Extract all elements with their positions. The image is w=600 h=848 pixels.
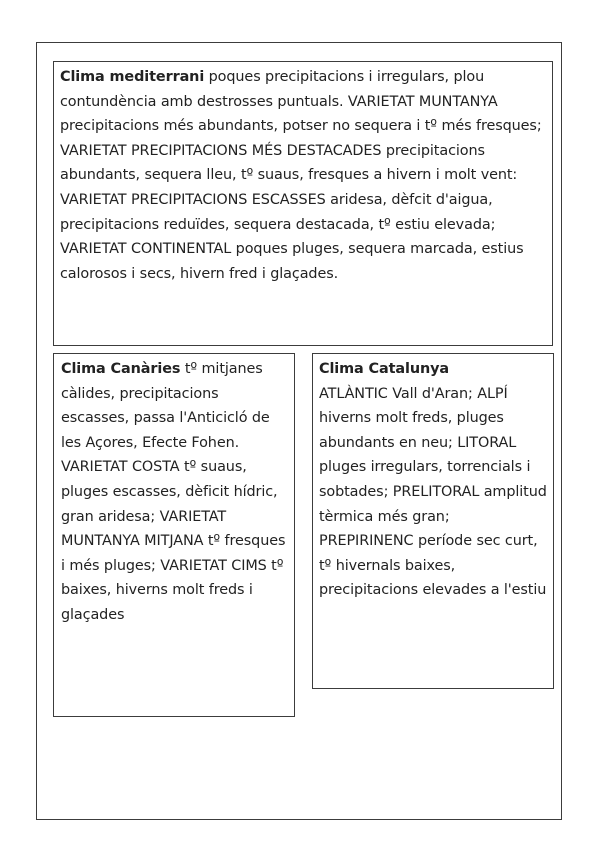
climate-box-mediterranean (53, 61, 553, 346)
climate-box-canaries (53, 353, 295, 717)
box-text: tº mitjanes càlides, precipitacions escasses, passa l'Anticicló de les Açores, Efecte Fohen. VARIETAT COSTA tº suaus, pluges escasses, dèficit hídric, gran aridesa; VARIETAT MUNTANYA MITJANA tº fresques i més pluges; VARIETAT CIMS tº baixes, hiverns molt freds i glaçades (61, 361, 286, 623)
box-text: poques precipitacions i irregulars, plou contundència amb destrosses puntuals. VARIETAT MUNTANYA precipitacions més abundants, potser no sequera i tº més fresques; VARIETAT PRECIPITACIONS MÉS DESTACADES precipitacions abundants, sequera lleu, tº suaus, fresques a hivern i molt vent: VARIETAT PRECIPITACIONS ESCASSES aridesa, dèfcit d'aigua, precipitacions reduïdes, sequera destacada, tº estiu elevada; VARIETAT CONTINENTAL poques pluges, sequera marcada, estius calorosos i secs, hivern fred i glaçades. (60, 69, 542, 282)
climate-box-catalunya (312, 353, 554, 689)
box-title: Clima Catalunya (319, 361, 450, 377)
page-frame (36, 42, 562, 820)
box-title: Clima Canàries (61, 361, 181, 377)
box-title: Clima mediterrani (60, 69, 205, 85)
box-text: ATLÀNTIC Vall d'Aran; ALPÍ hiverns molt freds, pluges abundants en neu; LITORAL pluges irregulars, torrencials i sobtades; PRELITORAL amplitud tèrmica més gran; PREPIRINENC període sec curt, tº hivernals baixes, precipitacions elevades a l'estiu (319, 385, 547, 599)
